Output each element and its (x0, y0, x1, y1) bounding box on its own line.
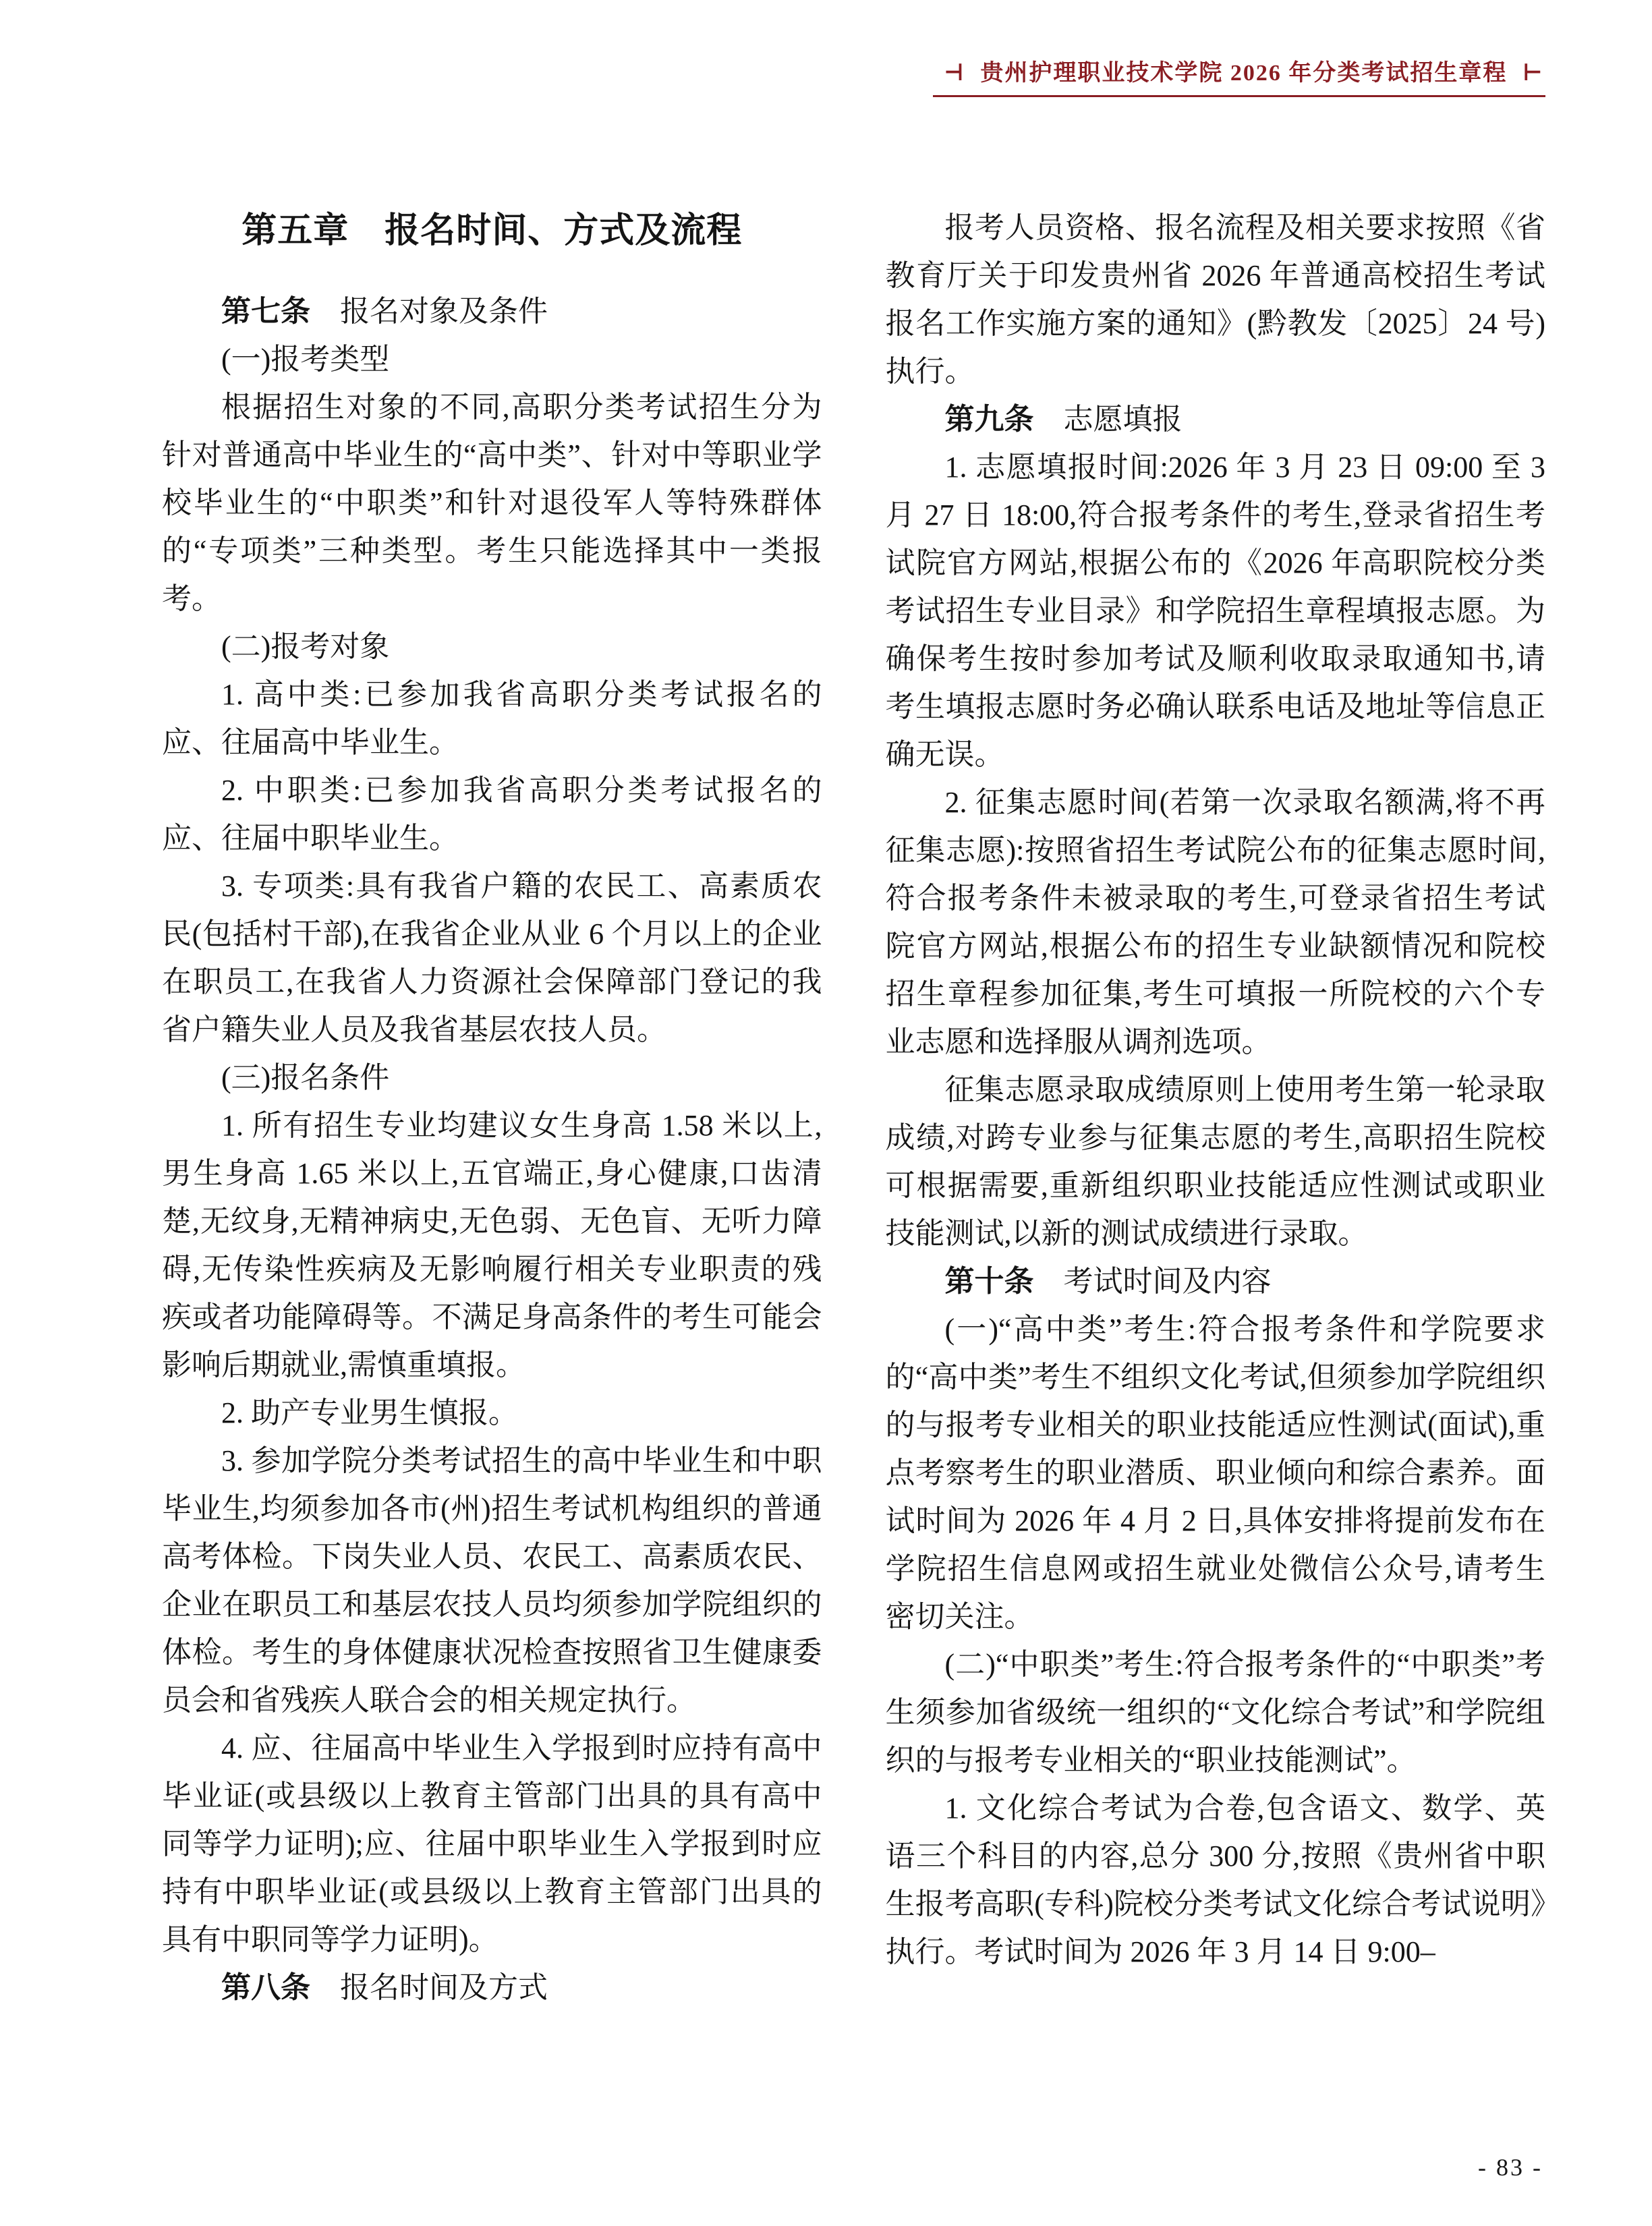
content-columns (162, 204, 1545, 2011)
chapter-title: 第五章 报名时间、方式及流程 (241, 212, 743, 250)
right-column (886, 204, 1546, 2011)
clause-number: 第九条 (944, 403, 1034, 436)
clause-number: 第十条 (944, 1265, 1034, 1298)
body-paragraph: 征集志愿录取成绩原则上使用考生第一轮录取成绩,对跨专业参与征集志愿的考生,高职招生院校可根据需要,重新组织职业技能适应性测试或职业技能测试,以新的测试成绩进行录取。 (885, 1073, 1545, 1250)
body-paragraph: 1. 所有招生专业均建议女生身高 1.58 米以上,男生身高 1.65 米以上,五官端正,身心健康,口齿清楚,无纹身,无精神病史,无色弱、无色盲、无听力障碍,无传染性疾病及无影响履行相关专业职责的残疾或者功能障碍等。不满足身高条件的考生可能会影响后期就业,需慎重填报。 (162, 1109, 822, 1381)
body-paragraph: (一)“高中类”考生:符合报考条件和学院要求的“高中类”考生不组织文化考试,但须参加学院组织的与报考专业相关的职业技能适应性测试(面试),重点考察考生的职业潜质、职业倾向和综合素养。面试时间为 2026 年 4 月 2 日,具体安排将提前发布在学院招生信息网或招生就业处微信公众号,请考生密切关注。 (885, 1313, 1545, 1633)
body-paragraph: (一)报考类型 (221, 343, 390, 376)
clause-paragraph: 第八条 报名时间及方式 (221, 1971, 548, 2004)
header-right-tick-icon: ⊢ (1522, 61, 1544, 86)
body-paragraph: 2. 中职类:已参加我省高职分类考试报名的应、往届中职毕业生。 (162, 774, 822, 855)
clause-paragraph: 第九条 志愿填报 (944, 403, 1183, 436)
body-paragraph: (三)报名条件 (221, 1061, 390, 1094)
page-number: - 83 - (1478, 2154, 1543, 2181)
body-paragraph: 1. 志愿填报时间:2026 年 3 月 23 日 09:00 至 3 月 27 日 18:00,符合报考条件的考生,登录省招生考试院官方网站,根据公布的《2026 年高职院校分类考试招生专业目录》和学院招生章程填报志愿。为确保考生按时参加考试及顺利收取录取通知书,请考生填报志愿时务必确认联系电话及地址等信息正确无误。 (885, 451, 1545, 771)
body-paragraph: 1. 文化综合考试为合卷,包含语文、数学、英语三个科目的内容,总分 300 分,按照《贵州省中职生报考高职(专科)院校分类考试文化综合考试说明》执行。考试时间为 2026 年 3 月 14 日 9:00– (885, 1792, 1545, 1968)
body-paragraph: (二)报考对象 (221, 630, 390, 663)
body-paragraph: 2. 助产专业男生慎报。 (221, 1396, 518, 1429)
header-title: 贵州护理职业技术学院 2026 年分类考试招生章程 (980, 61, 1508, 86)
page-header (162, 54, 1545, 97)
page-footer (1478, 2153, 1543, 2181)
clause-number: 第八条 (221, 1971, 310, 2004)
body-paragraph: (二)“中职类”考生:符合报考条件的“中职类”考生须参加省级统一组织的“文化综合考试”和学院组织的与报考专业相关的“职业技能测试”。 (885, 1648, 1545, 1777)
body-paragraph: 2. 征集志愿时间(若第一次录取名额满,将不再征集志愿):按照省招生考试院公布的征集志愿时间,符合报考条件未被录取的考生,可登录省招生考试院官方网站,根据公布的招生专业缺额情况和院校招生章程参加征集,考生可填报一所院校的六个专业志愿和选择服从调剂选项。 (885, 786, 1545, 1058)
body-paragraph: 报考人员资格、报名流程及相关要求按照《省教育厅关于印发贵州省 2026 年普通高校招生考试报名工作实施方案的通知》(黔教发〔2025〕24 号)执行。 (885, 211, 1545, 388)
body-paragraph: 1. 高中类:已参加我省高职分类考试报名的应、往届高中毕业生。 (162, 678, 822, 759)
body-paragraph: 3. 参加学院分类考试招生的高中毕业生和中职毕业生,均须参加各市(州)招生考试机构组织的普通高考体检。下岗失业人员、农民工、高素质农民、企业在职员工和基层农技人员均须参加学院组织的体检。考生的身体健康状况检查按照省卫生健康委员会和省残疾人联合会的相关规定执行。 (162, 1444, 822, 1717)
body-paragraph: 根据招生对象的不同,高职分类考试招生分为针对普通高中毕业生的“高中类”、针对中等职业学校毕业生的“中职类”和针对退役军人等特殊群体的“专项类”三种类型。考生只能选择其中一类报考。 (162, 391, 822, 615)
clause-number: 第七条 (221, 295, 310, 328)
running-header (933, 54, 1545, 97)
header-left-tick-icon: ⊣ (943, 61, 965, 86)
body-paragraph: 3. 专项类:具有我省户籍的农民工、高素质农民(包括村干部),在我省企业从业 6 个月以上的企业在职员工,在我省人力资源社会保障部门登记的我省户籍失业人员及我省基层农技人员。 (162, 869, 822, 1046)
clause-paragraph: 第七条 报名对象及条件 (221, 295, 548, 328)
body-paragraph: 4. 应、往届高中毕业生入学报到时应持有高中毕业证(或县级以上教育主管部门出具的具有高中同等学力证明);应、往届中职毕业生入学报到时应持有中职毕业证(或县级以上教育主管部门出具的具有中职同等学力证明)。 (162, 1732, 822, 1956)
clause-paragraph: 第十条 考试时间及内容 (944, 1265, 1272, 1298)
left-column (162, 204, 822, 2011)
